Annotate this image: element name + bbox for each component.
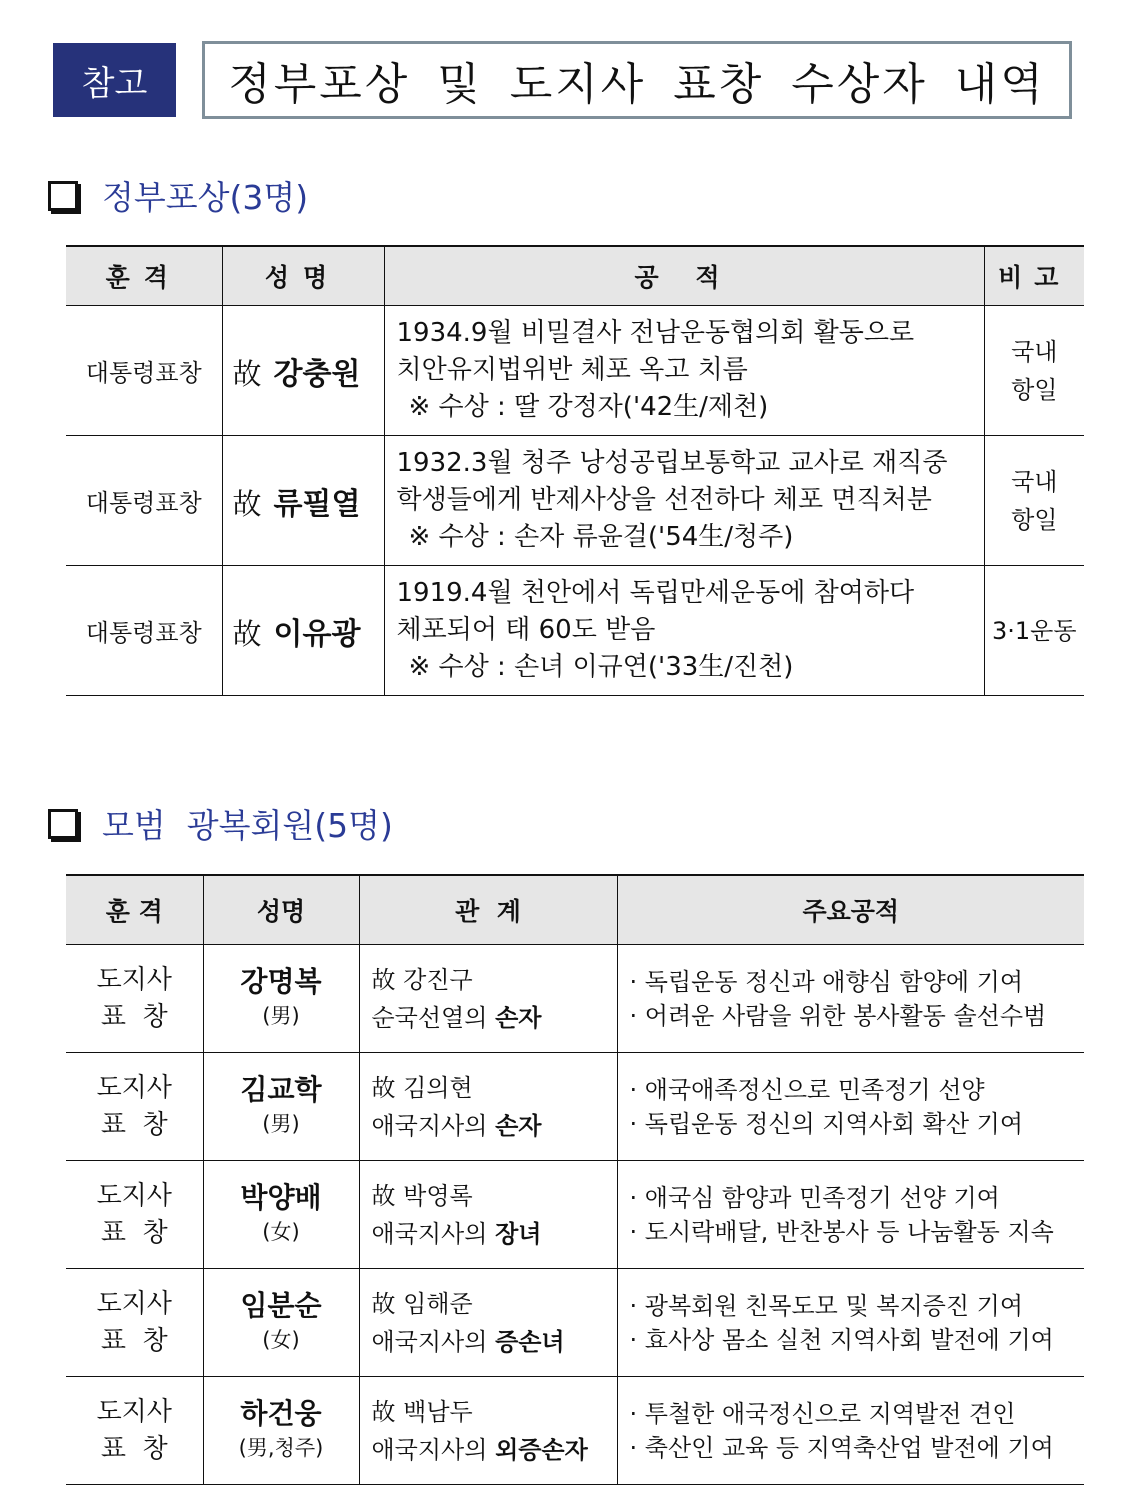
recipient-name: 故 이유광 bbox=[222, 566, 384, 696]
table-row bbox=[66, 436, 1084, 566]
recipient-name: 임분순 (女) bbox=[203, 1269, 359, 1377]
award-type: 도지사 표 창 bbox=[66, 1377, 203, 1485]
relation: 故 김의현 애국지사의 손자 bbox=[359, 1053, 617, 1161]
relation: 故 임해준 애국지사의 증손녀 bbox=[359, 1269, 617, 1377]
remark: 국내 항일 bbox=[984, 306, 1084, 436]
table-header-row bbox=[66, 246, 1084, 306]
table-row bbox=[66, 306, 1084, 436]
relation: 故 강진구 순국선열의 손자 bbox=[359, 945, 617, 1053]
award-type: 도지사 표 창 bbox=[66, 1053, 203, 1161]
column-header: 비고 bbox=[984, 246, 1084, 306]
award-type: 도지사 표 창 bbox=[66, 1161, 203, 1269]
recipient-name: 박양배 (女) bbox=[203, 1161, 359, 1269]
table-row bbox=[66, 566, 1084, 696]
section-heading-government bbox=[48, 172, 308, 219]
checkbox-icon bbox=[48, 181, 78, 211]
achievements: · 광복회원 친목도모 및 복지증진 기여 · 효사상 몸소 실천 지역사회 발전에 기여 bbox=[617, 1269, 1084, 1377]
remark: 3·1운동 bbox=[984, 566, 1084, 696]
column-header: 성명 bbox=[203, 875, 359, 945]
award-type: 도지사 표 창 bbox=[66, 945, 203, 1053]
table-row bbox=[66, 1377, 1084, 1485]
recipient-name: 하건웅 (男,청주) bbox=[203, 1377, 359, 1485]
table-row bbox=[66, 1053, 1084, 1161]
relation: 故 백남두 애국지사의 외증손자 bbox=[359, 1377, 617, 1485]
achievements: · 투철한 애국정신으로 지역발전 견인 · 축산인 교육 등 지역축산업 발전에 기여 bbox=[617, 1377, 1084, 1485]
column-header: 훈 격 bbox=[66, 875, 203, 945]
recipient-name: 故 류필열 bbox=[222, 436, 384, 566]
table-row bbox=[66, 1161, 1084, 1269]
column-header: 주요공적 bbox=[617, 875, 1084, 945]
award-type: 도지사 표 창 bbox=[66, 1269, 203, 1377]
award-type: 대통령표창 bbox=[66, 306, 222, 436]
column-header: 성명 bbox=[222, 246, 384, 306]
remark: 국내 항일 bbox=[984, 436, 1084, 566]
recipient-name: 김교학 (男) bbox=[203, 1053, 359, 1161]
merit-description: 1934.9월 비밀결사 전남운동협의회 활동으로 치안유지법위반 체포 옥고 치름 ※ 수상 : 딸 강정자('42生/제천) bbox=[384, 306, 984, 436]
award-type: 대통령표창 bbox=[66, 566, 222, 696]
table-row bbox=[66, 1269, 1084, 1377]
table-header-row bbox=[66, 875, 1084, 945]
page-title: 정부포상 및 도지사 표창 수상자 내역 bbox=[202, 41, 1072, 119]
recipient-name: 故 강충원 bbox=[222, 306, 384, 436]
checkbox-icon bbox=[48, 809, 78, 839]
award-type: 대통령표창 bbox=[66, 436, 222, 566]
liberation-member-table bbox=[66, 874, 1084, 1485]
column-header: 관 계 bbox=[359, 875, 617, 945]
merit-description: 1919.4월 천안에서 독립만세운동에 참여하다 체포되어 태 60도 받음 ※ 수상 : 손녀 이규연('33生/진천) bbox=[384, 566, 984, 696]
recipient-name: 강명복 (男) bbox=[203, 945, 359, 1053]
section-title: 모범 광복회원(5명) bbox=[102, 806, 393, 845]
achievements: · 애국애족정신으로 민족정기 선양 · 독립운동 정신의 지역사회 확산 기여 bbox=[617, 1053, 1084, 1161]
government-award-table bbox=[66, 245, 1084, 696]
achievements: · 애국심 함양과 민족정기 선양 기여 · 도시락배달, 반찬봉사 등 나눔활동 지속 bbox=[617, 1161, 1084, 1269]
column-header: 훈격 bbox=[66, 246, 222, 306]
section-title: 정부포상(3명) bbox=[102, 178, 309, 217]
relation: 故 박영록 애국지사의 장녀 bbox=[359, 1161, 617, 1269]
reference-badge: 참고 bbox=[53, 43, 176, 117]
table-row bbox=[66, 945, 1084, 1053]
column-header: 공 적 bbox=[384, 246, 984, 306]
section-heading-liberation bbox=[48, 800, 393, 847]
achievements: · 독립운동 정신과 애향심 함양에 기여 · 어려운 사람을 위한 봉사활동 솔선수범 bbox=[617, 945, 1084, 1053]
merit-description: 1932.3월 청주 낭성공립보통학교 교사로 재직중 학생들에게 반제사상을 선전하다 체포 면직처분 ※ 수상 : 손자 류윤걸('54生/청주) bbox=[384, 436, 984, 566]
